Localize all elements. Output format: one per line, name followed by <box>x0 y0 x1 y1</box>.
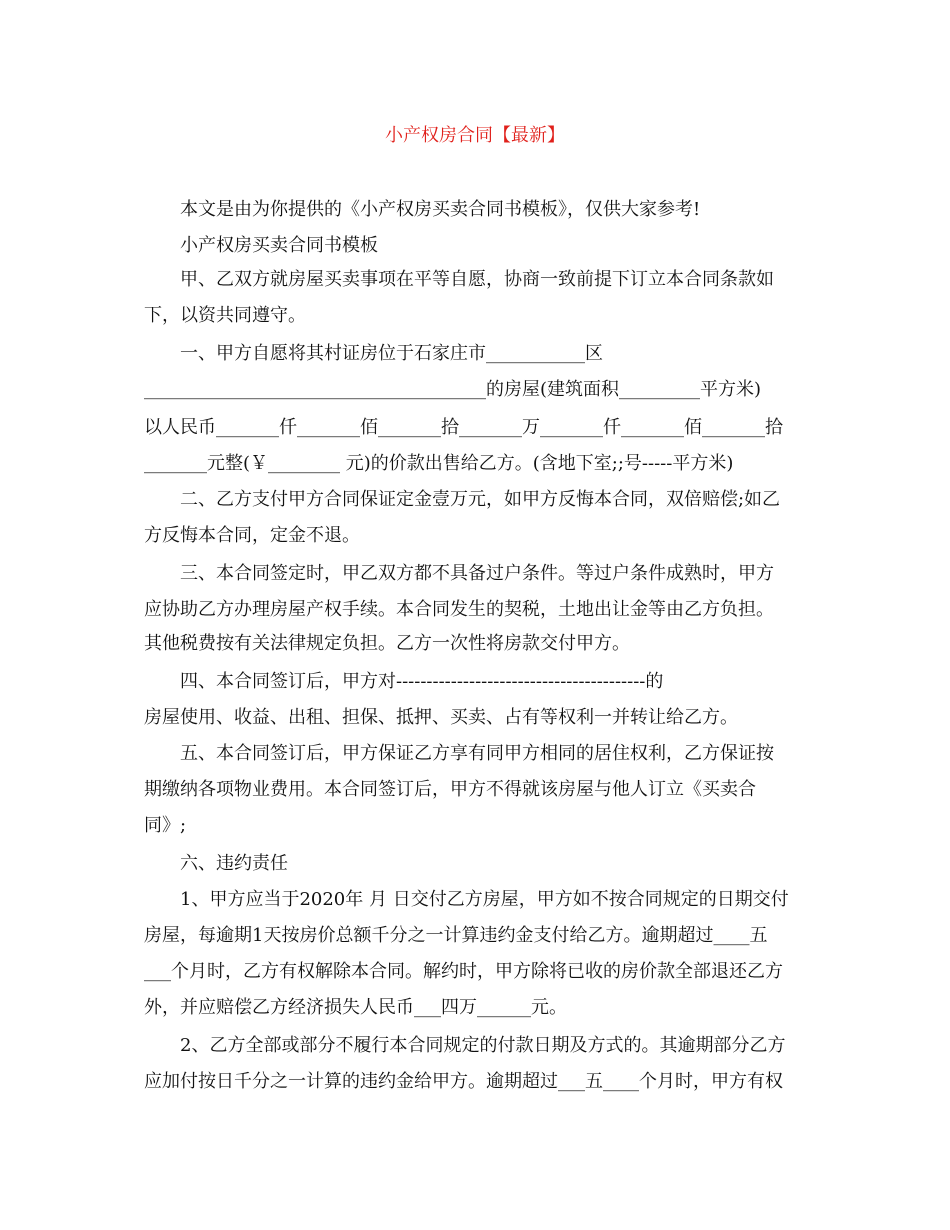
line-text: 二、乙方支付甲方合同保证定金壹万元，如甲方反悔本合同，双倍赔偿;如乙 <box>180 489 781 510</box>
line-text: 四、本合同签订后，甲方对-----------------------------------------的 <box>180 671 664 692</box>
paragraph-line <box>180 668 950 696</box>
line-text: ______________________________________的房屋(建筑面积_________平方米) <box>144 379 762 400</box>
line-text: 1、甲方应当于2020年 月 日交付乙方房屋，甲方如不按合同规定的日期交付 <box>180 889 789 910</box>
line-text: _______元整(￥________ 元)的价款出售给乙方。(含地下室;;号-----平方米) <box>144 453 734 474</box>
line-text: 同》; <box>144 815 187 836</box>
line-text: 外，并应赔偿乙方经济损失人民币___四万______元。 <box>144 997 567 1018</box>
paragraph-line <box>144 776 950 804</box>
paragraph-line <box>144 922 950 950</box>
line-text: 下，以资共同遵守。 <box>144 305 306 326</box>
paragraph-line <box>180 232 950 260</box>
line-text: 五、本合同签订后，甲方保证乙方享有同甲方相同的居住权利，乙方保证按 <box>180 743 774 764</box>
line-text: 其他税费按有关法律规定负担。乙方一次性将房款交付甲方。 <box>144 633 630 654</box>
paragraph-line <box>144 1068 950 1096</box>
paragraph-line <box>144 450 950 478</box>
paragraph-line <box>144 376 950 404</box>
paragraph-line <box>144 704 950 732</box>
paragraph-line <box>144 522 950 550</box>
document-title: 小产权房合同【最新】 <box>385 125 565 146</box>
line-text: 六、违约责任 <box>180 853 288 874</box>
line-text: 期缴纳各项物业费用。本合同签订后，甲方不得就该房屋与他人订立《买卖合 <box>144 779 756 800</box>
paragraph-line <box>180 266 950 294</box>
line-text: 小产权房买卖合同书模板 <box>180 235 378 256</box>
line-text: 房屋使用、收益、出租、担保、抵押、买卖、占有等权利一并转让给乙方。 <box>144 707 738 728</box>
paragraph-line <box>144 958 950 986</box>
paragraph-line <box>180 740 950 768</box>
line-text: ___个月时，乙方有权解除本合同。解约时，甲方除将已收的房价款全部退还乙方 <box>144 961 783 982</box>
line-text: 应协助乙方办理房屋产权手续。本合同发生的契税，土地出让金等由乙方负担。 <box>144 599 774 620</box>
paragraph-line <box>144 414 950 442</box>
line-text: 本文是由为你提供的《小产权房买卖合同书模板》，仅供大家参考! <box>180 199 701 220</box>
paragraph-line <box>180 340 950 368</box>
line-text: 甲、乙双方就房屋买卖事项在平等自愿，协商一致前提下订立本合同条款如 <box>180 269 774 290</box>
paragraph-line <box>180 850 950 878</box>
line-text: 方反悔本合同，定金不退。 <box>144 525 360 546</box>
line-text: 以人民币_______仟_______佰_______拾_______万_______仟_______佰_______拾 <box>144 417 783 438</box>
paragraph-line <box>144 302 950 330</box>
paragraph-line <box>180 886 950 914</box>
paragraph-line <box>144 630 950 658</box>
line-text: 应加付按日千分之一计算的违约金给甲方。逾期超过___五____个月时，甲方有权 <box>144 1071 783 1092</box>
paragraph-line <box>144 596 950 624</box>
line-text: 三、本合同签定时，甲乙双方都不具备过户条件。等过户条件成熟时，甲方 <box>180 563 774 584</box>
paragraph-line <box>180 196 950 224</box>
line-text: 一、甲方自愿将其村证房位于石家庄市___________区 <box>180 343 603 364</box>
paragraph-line <box>144 994 950 1022</box>
paragraph-line <box>180 486 950 514</box>
paragraph-line <box>180 1032 950 1060</box>
paragraph-line <box>180 560 950 588</box>
line-text: 2、乙方全部或部分不履行本合同规定的付款日期及方式的。其逾期部分乙方 <box>180 1035 786 1056</box>
line-text: 房屋，每逾期1天按房价总额千分之一计算违约金支付给乙方。逾期超过____五 <box>144 925 768 946</box>
paragraph-line <box>144 812 950 840</box>
